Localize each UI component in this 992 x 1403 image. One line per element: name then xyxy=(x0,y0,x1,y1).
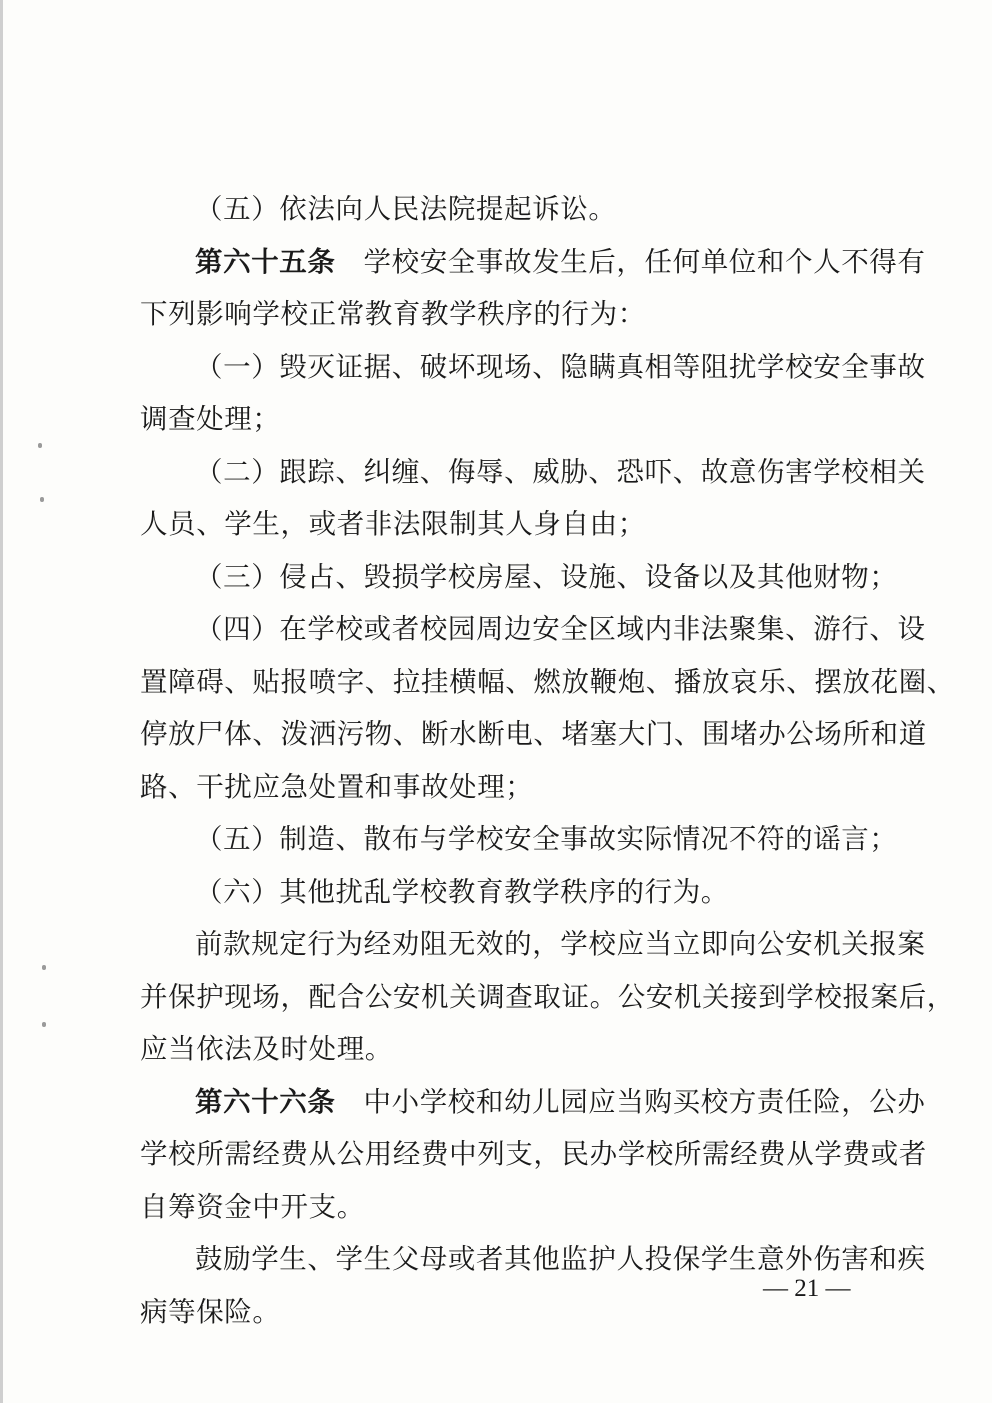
line-text: 置障碍、贴报喷字、拉挂横幅、燃放鞭炮、播放哀乐、摆放花圈、 xyxy=(140,665,955,698)
text-line xyxy=(140,1023,880,1076)
text-line xyxy=(140,918,926,971)
line-text: 病等保险。 xyxy=(140,1295,281,1328)
line-text: （二）跟踪、纠缠、侮辱、威胁、恐吓、故意伤害学校相关 xyxy=(195,455,926,488)
scan-speck xyxy=(42,1022,46,1027)
line-text: 中小学校和幼儿园应当购买校方责任险，公办 xyxy=(363,1085,926,1118)
line-text: （一）毁灭证据、破坏现场、隐瞒真相等阻扰学校安全事故 xyxy=(195,350,926,383)
line-text: 停放尸体、泼洒污物、断水断电、堵塞大门、围堵办公场所和道 xyxy=(140,718,927,750)
line-text: 学校安全事故发生后，任何单位和个人不得有 xyxy=(363,245,926,278)
line-text: 下列影响学校正常教育教学秩序的行为： xyxy=(140,298,646,330)
text-line xyxy=(140,341,926,394)
page-edge xyxy=(0,0,3,1403)
text-line xyxy=(140,498,880,551)
text-line xyxy=(140,656,955,709)
article-number: 第六十五条 xyxy=(195,245,336,278)
line-text: 学校所需经费从公用经费中列支，民办学校所需经费从学费或者 xyxy=(140,1138,927,1170)
line-text: （五）依法向人民法院提起诉讼。 xyxy=(195,193,617,225)
line-text: 调查处理； xyxy=(140,403,281,435)
text-line xyxy=(140,761,880,814)
line-text: （四）在学校或者校园周边安全区域内非法聚集、游行、设 xyxy=(195,613,926,645)
scan-speck xyxy=(38,443,42,448)
text-line xyxy=(140,1181,880,1234)
line-text: 应当依法及时处理。 xyxy=(140,1033,393,1065)
line-text: 路、干扰应急处置和事故处理； xyxy=(140,770,534,803)
text-line xyxy=(140,288,880,341)
text-line xyxy=(140,813,898,866)
article-heading-line xyxy=(140,1076,926,1129)
scan-speck xyxy=(42,965,46,970)
line-text: 自筹资金中开支。 xyxy=(140,1190,365,1223)
body-text xyxy=(140,183,955,1338)
text-line xyxy=(140,551,898,604)
article-number: 第六十六条 xyxy=(195,1085,336,1118)
text-line xyxy=(140,183,880,236)
line-text: 鼓励学生、学生父母或者其他监护人投保学生意外伤害和疾 xyxy=(195,1243,926,1275)
line-text: （五）制造、散布与学校安全事故实际情况不符的谣言； xyxy=(195,823,898,855)
line-text: 人员、学生，或者非法限制其人身自由； xyxy=(140,508,646,540)
scan-speck xyxy=(40,497,44,502)
line-text: 并保护现场，配合公安机关调查取证。公安机关接到学校报案后， xyxy=(140,980,955,1013)
line-text: （三）侵占、毁损学校房屋、设施、设备以及其他财物； xyxy=(195,560,898,593)
line-text: 前款规定行为经劝阻无效的，学校应当立即向公安机关报案 xyxy=(195,928,926,960)
text-line xyxy=(140,708,927,761)
article-heading-line xyxy=(140,236,926,289)
text-line xyxy=(140,866,880,919)
text-line xyxy=(140,446,926,499)
text-line xyxy=(140,971,955,1024)
text-line xyxy=(140,393,880,446)
page-number: — 21 — xyxy=(763,1275,851,1302)
text-line xyxy=(140,1128,927,1181)
line-text: （六）其他扰乱学校教育教学秩序的行为。 xyxy=(195,875,729,908)
text-line xyxy=(140,603,926,656)
